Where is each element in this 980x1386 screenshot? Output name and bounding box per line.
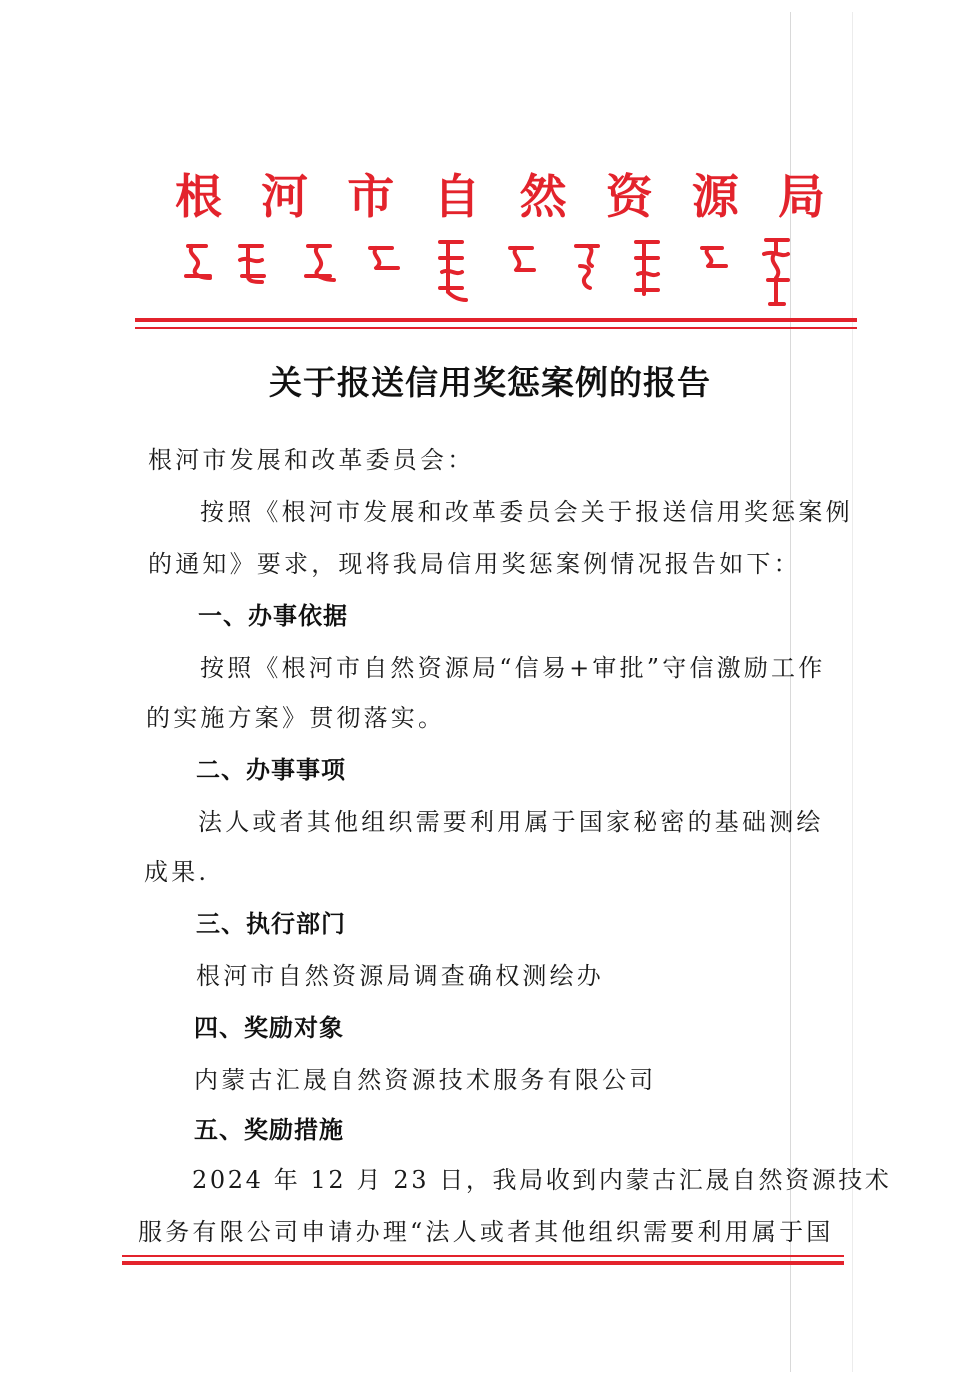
letterhead-red-rule-thin	[135, 327, 857, 329]
letterhead-org-name	[175, 168, 825, 228]
letterhead-char: 源	[691, 170, 739, 225]
salutation: 根河市发展和改革委员会：	[148, 446, 475, 474]
section-heading: 三、执行部门	[196, 910, 346, 938]
letterhead-char: 局	[777, 170, 825, 225]
letterhead-char: 自	[433, 170, 481, 225]
section-text-line: 的实施方案》贯彻落实。	[146, 704, 446, 732]
intro-line: 按照《根河市发展和改革委员会关于报送信用奖惩案例	[200, 498, 853, 526]
footer-red-rule-thin	[122, 1255, 844, 1257]
intro-line: 的通知》要求，现将我局信用奖惩案例情况报告如下：	[148, 550, 801, 578]
section-heading: 二、办事事项	[196, 756, 346, 784]
section-text-line: 成果.	[144, 858, 210, 886]
section-text-line: 服务有限公司申请办理“法人或者其他组织需要利用属于国	[138, 1218, 834, 1246]
section-text-line: 内蒙古汇晟自然资源技术服务有限公司	[194, 1066, 657, 1094]
footer-red-rule	[122, 1261, 844, 1265]
section-text-line: 根河市自然资源局调查确权测绘办	[196, 962, 604, 990]
section-heading: 五、奖励措施	[194, 1116, 344, 1144]
letterhead-char: 资	[605, 170, 653, 225]
section-heading: 一、办事依据	[198, 602, 348, 630]
section-heading: 四、奖励对象	[194, 1014, 344, 1042]
letterhead-red-rule	[135, 318, 857, 322]
letterhead-char: 根	[175, 170, 222, 225]
section-text-line: 2024 年 12 月 23 日，我局收到内蒙古汇晟自然资源技术	[192, 1166, 892, 1194]
document-title: 关于报送信用奖惩案例的报告	[269, 363, 711, 402]
letterhead-char: 然	[519, 170, 567, 225]
section-text-line: 法人或者其他组织需要利用属于国家秘密的基础测绘	[198, 808, 824, 836]
letterhead-char: 市	[347, 170, 395, 225]
letterhead-char: 河	[261, 170, 309, 225]
section-text-line: 按照《根河市自然资源局“信易+审批”守信激励工作	[200, 654, 826, 682]
mongolian-script-logo	[178, 232, 808, 312]
